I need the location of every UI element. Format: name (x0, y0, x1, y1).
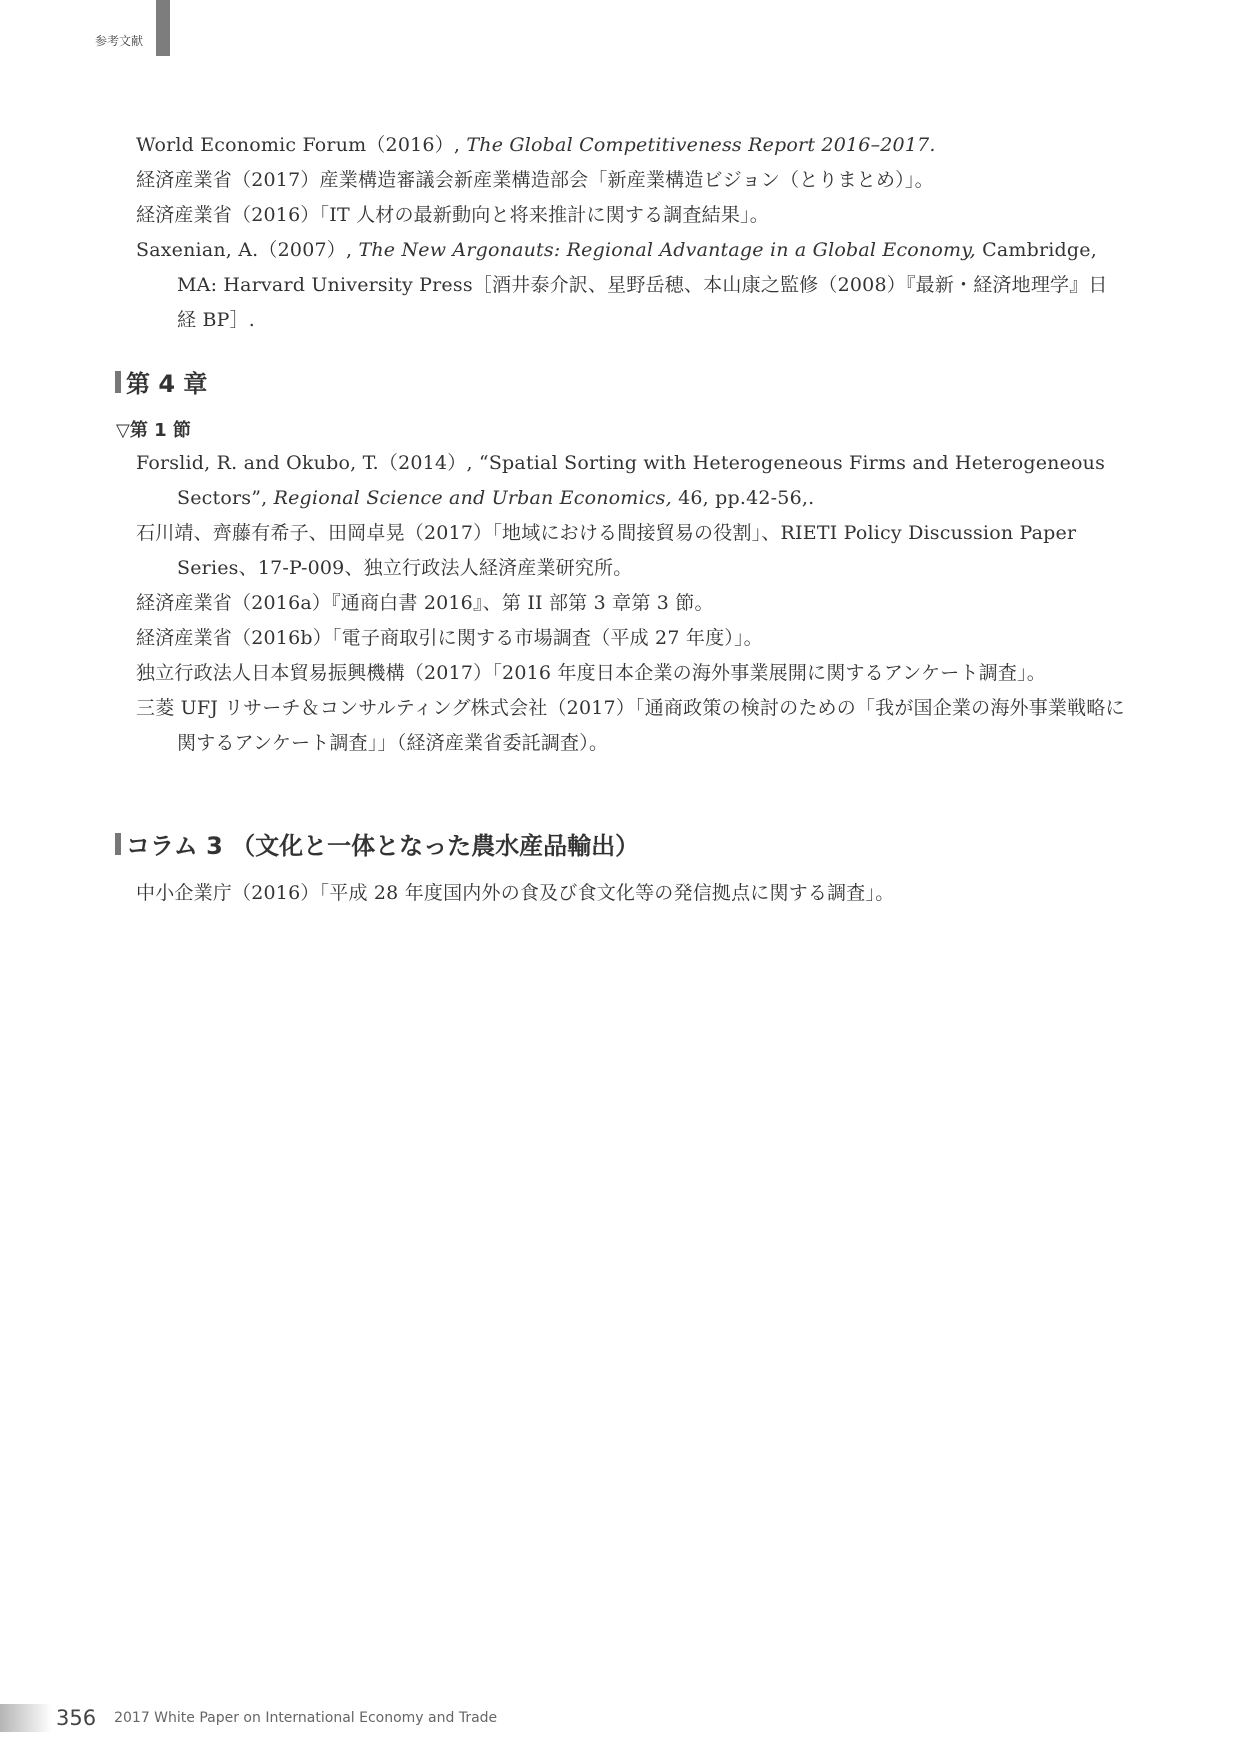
reference-item: 三菱 UFJ リサーチ＆コンサルティング株式会社（2017）「通商政策の検討のための「我が国企業の海外事業戦略に関するアンケート調査」」（経済産業省委託調査）。 (136, 697, 1125, 754)
reference-list-general (136, 128, 1126, 338)
page-number: 356 (56, 1706, 97, 1730)
reference-item: 独立行政法人日本貿易振興機構（2017）「2016 年度日本企業の海外事業展開に関するアンケート調査」。 (136, 662, 1047, 684)
reference-list-column-3 (136, 876, 1126, 911)
reference-item: 石川靖、齊藤有希子、田岡卓晃（2017）「地域における間接貿易の役割」、RIETI Policy Discussion Paper Series、17-P-009、独立行政法人経済産業研究所。 (136, 522, 1077, 579)
reference-item: 経済産業省（2016b）「電子商取引に関する市場調査（平成 27 年度）」。 (136, 627, 763, 649)
reference-item: World Economic Forum（2016）, The Global Competitiveness Report 2016–2017. (136, 134, 936, 156)
footer-gradient-bar (0, 1704, 52, 1732)
running-head-bar (156, 0, 170, 56)
reference-item: 経済産業省（2017）産業構造審議会新産業構造部会「新産業構造ビジョン（とりまとめ）」。 (136, 169, 934, 191)
reference-item: 経済産業省（2016a）『通商白書 2016』、第 II 部第 3 章第 3 節。 (136, 592, 714, 614)
column-heading: コラム 3 （文化と一体となった農水産品輸出） (115, 826, 639, 861)
reference-item: Forslid, R. and Okubo, T.（2014）, “Spatial Sorting with Heterogeneous Firms and Heterogeneous Sectors”, Regional Science and Urban Economics, 46, pp.42-56,. (136, 452, 1106, 509)
reference-item: 中小企業庁（2016）「平成 28 年度国内外の食及び食文化等の発信拠点に関する調査」。 (136, 882, 895, 904)
reference-item: Saxenian, A.（2007）, The New Argonauts: Regional Advantage in a Global Economy, Cambridge, MA: Harvard University Press［酒井泰介訳、星野岳穂、本山康之監修（2008）『最新・経済地理学』日経 BP］. (136, 239, 1108, 331)
heading-marker (115, 833, 121, 855)
section-subheading: ▽第 1 節 (116, 420, 191, 441)
running-head: 参考文献 (95, 34, 144, 48)
page-footer (0, 1704, 600, 1732)
reference-list-chapter-4 (136, 446, 1126, 761)
publication-title: 2017 White Paper on International Economy and Trade (114, 1710, 498, 1726)
heading-marker (115, 371, 121, 393)
reference-item: 経済産業省（2016）「IT 人材の最新動向と将来推計に関する調査結果」。 (136, 204, 769, 226)
chapter-heading: 第 4 章 (115, 364, 207, 399)
